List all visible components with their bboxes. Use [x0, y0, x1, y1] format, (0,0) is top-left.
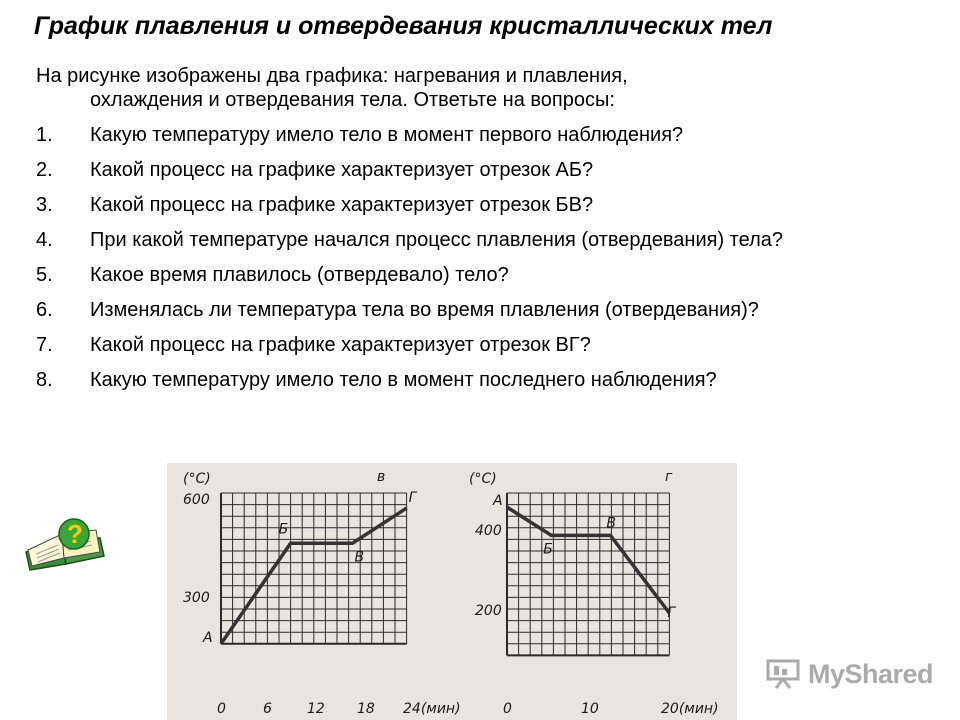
intro-text — [36, 64, 926, 112]
question-text: Какой процесс на графике характеризует отрезок АБ? — [90, 159, 594, 181]
question-text: Какой процесс на графике характеризует отрезок ВГ? — [90, 334, 591, 356]
question-text: Какое время плавилось (отвердевало) тело? — [90, 264, 509, 286]
point-label-v: В — [606, 515, 616, 532]
presentation-icon — [766, 659, 800, 689]
page-title: График плавления и отвердевания кристаллических тел — [34, 12, 773, 40]
watermark-text: MyShared — [808, 658, 934, 689]
question-number: 7. — [36, 334, 53, 356]
question-list — [36, 123, 946, 403]
svg-text:?: ? — [67, 519, 83, 549]
list-item — [36, 228, 946, 252]
list-item — [36, 158, 946, 182]
melting-graphs-figure — [167, 463, 737, 720]
y-tick-label: 300 — [183, 590, 210, 606]
list-item — [36, 298, 946, 322]
open-book-question-icon — [22, 512, 108, 572]
question-text: При какой температуре начался процесс плавления (отвердевания) тела? — [90, 229, 783, 251]
question-number: 4. — [36, 229, 53, 251]
graph-grid — [221, 493, 407, 644]
point-label-b: Б — [543, 541, 553, 558]
question-text: Какую температуру имело тело в момент последнего наблюдения? — [90, 369, 717, 391]
list-item — [36, 193, 946, 217]
list-item — [36, 263, 946, 287]
x-tick-label: 12 — [307, 701, 325, 717]
watermark-logo — [766, 654, 933, 694]
question-text: Какую температуру имело тело в момент первого наблюдения? — [90, 124, 684, 146]
y-unit-label: (°С) — [183, 471, 211, 487]
x-unit-label: 20(мин) — [661, 701, 719, 717]
x-tick-label: 0 — [217, 701, 226, 717]
question-number: 1. — [36, 124, 53, 146]
y-tick-label: 200 — [475, 603, 502, 619]
x-tick-label: 10 — [581, 701, 599, 717]
heating-melting-graph — [183, 469, 461, 717]
question-text: Какой процесс на графике характеризует отрезок БВ? — [90, 194, 594, 216]
y-unit-label: (°С) — [469, 471, 497, 487]
y-tick-label: 400 — [475, 523, 502, 539]
intro-line-2: охлаждения и отвердевания тела. Ответьте на вопросы: — [90, 89, 615, 111]
graph-letter: в — [377, 469, 386, 485]
x-tick-label: 0 — [503, 701, 512, 717]
y-tick-label: 600 — [183, 492, 210, 508]
list-item — [36, 123, 946, 147]
list-item — [36, 368, 946, 392]
question-number: 6. — [36, 299, 53, 321]
x-tick-label: 6 — [263, 701, 272, 717]
point-label-b: Б — [278, 521, 289, 538]
intro-line-1: На рисунке изображены два графика: нагревания и плавления, — [36, 65, 628, 87]
point-label-a: А — [493, 493, 503, 510]
cooling-solidification-graph — [469, 469, 719, 717]
list-item — [36, 333, 946, 357]
question-number: 2. — [36, 159, 53, 181]
question-number: 8. — [36, 369, 53, 391]
graphs-svg — [167, 463, 737, 720]
question-number: 5. — [36, 264, 53, 286]
graph-letter: г — [665, 469, 673, 485]
point-label-g: Г — [408, 490, 417, 507]
point-label-g: Г — [667, 605, 676, 622]
x-unit-label: 24(мин) — [403, 701, 461, 717]
point-label-v: В — [354, 549, 365, 566]
graph-grid — [507, 493, 669, 655]
point-label-a: А — [203, 629, 213, 646]
question-text: Изменялась ли температура тела во время плавления (отвердевания)? — [90, 299, 759, 321]
x-tick-label: 18 — [357, 701, 375, 717]
question-number: 3. — [36, 194, 53, 216]
